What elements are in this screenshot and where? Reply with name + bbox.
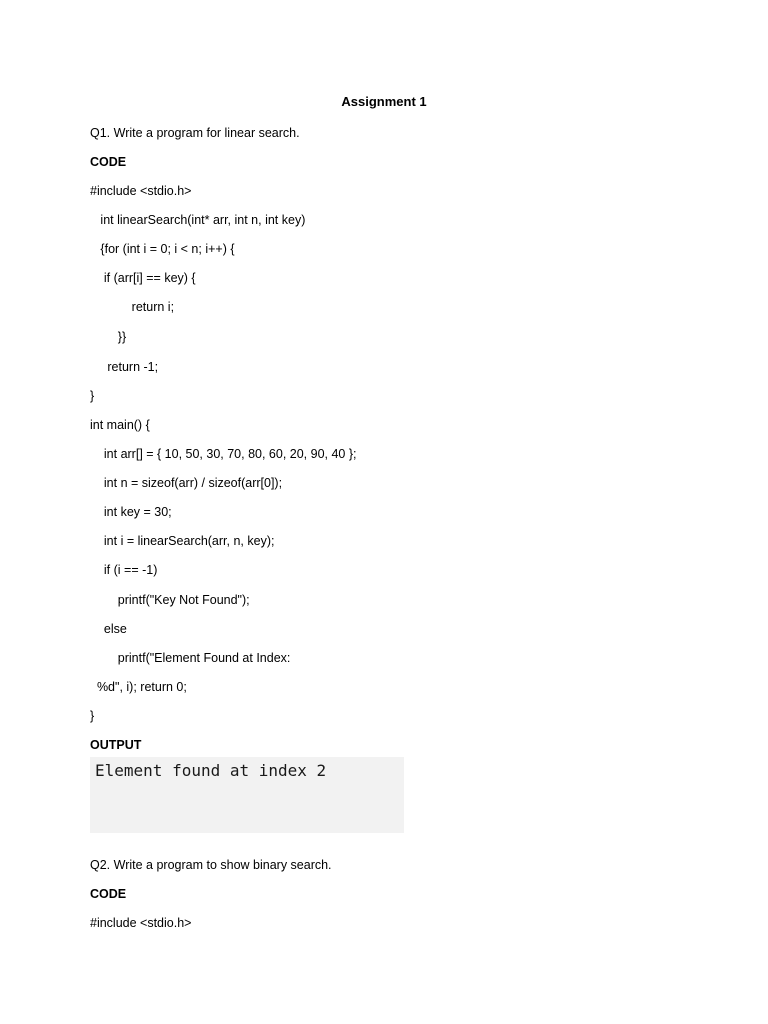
code-line: int arr[] = { 10, 50, 30, 70, 80, 60, 20, 90, 40 }; <box>90 447 357 461</box>
q2-code-heading: CODE <box>90 887 127 901</box>
q1-question: Q1. Write a program for linear search. <box>90 126 300 140</box>
code-line: if (arr[i] == key) { <box>90 271 196 285</box>
output-text: Element found at index 2 <box>95 761 327 780</box>
q2-question: Q2. Write a program to show binary search. <box>90 858 332 872</box>
code-line: #include <stdio.h> <box>90 916 192 930</box>
code-line: #include <stdio.h> <box>90 184 192 198</box>
code-line: int i = linearSearch(arr, n, key); <box>90 534 275 548</box>
code-line: }} <box>90 330 127 344</box>
output-console <box>90 757 404 833</box>
code-line: printf("Key Not Found"); <box>90 593 250 607</box>
code-line: return -1; <box>90 360 159 374</box>
code-line: int main() { <box>90 418 150 432</box>
code-line: } <box>90 709 95 723</box>
code-line: int key = 30; <box>90 505 172 519</box>
code-line: %d", i); return 0; <box>90 680 187 694</box>
q1-output-heading: OUTPUT <box>90 738 142 752</box>
code-line: int n = sizeof(arr) / sizeof(arr[0]); <box>90 476 283 490</box>
assignment-title: Assignment 1 <box>341 94 427 109</box>
code-line: if (i == -1) <box>90 563 158 577</box>
code-line: else <box>90 622 127 636</box>
code-line: {for (int i = 0; i < n; i++) { <box>90 242 235 256</box>
code-line: } <box>90 389 95 403</box>
code-line: int linearSearch(int* arr, int n, int key) <box>90 213 306 227</box>
q1-code-heading: CODE <box>90 155 127 169</box>
code-line: printf("Element Found at Index: <box>90 651 291 665</box>
code-line: return i; <box>90 300 175 314</box>
